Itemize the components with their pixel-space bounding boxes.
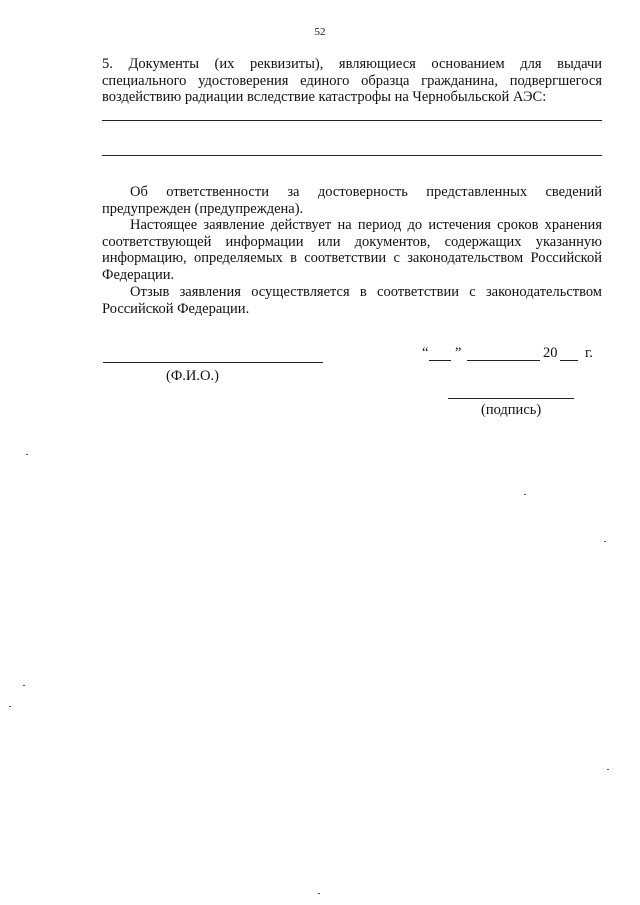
revocation-text: Отзыв заявления осуществляется в соответствии с законодательством Российской Федерации. <box>102 284 602 317</box>
fio-label: (Ф.И.О.) <box>166 368 219 384</box>
scan-speck <box>318 893 320 894</box>
page-number: 52 <box>314 26 326 38</box>
date-open-quote: “ <box>422 345 429 361</box>
scan-speck <box>26 454 28 455</box>
scan-speck <box>604 541 606 542</box>
date-year-line <box>560 360 578 361</box>
scan-speck <box>524 494 526 495</box>
fio-line <box>103 362 323 363</box>
validity-text: Настоящее заявление действует на период до истечения сроков хранения соответствующей информации или документов, содержащих указанную информацию, определяемых в соответствии с законодательством Российской Федерации. <box>102 217 602 283</box>
date-year-prefix: 20 <box>543 345 558 361</box>
fill-line-2 <box>102 155 602 156</box>
date-day-line <box>429 360 451 361</box>
fill-line-1 <box>102 120 602 121</box>
scan-speck <box>607 769 609 770</box>
responsibility-text: Об ответственности за достоверность представленных сведений предупрежден (предупреждена). <box>102 184 602 217</box>
date-close-quote: ” <box>455 345 462 361</box>
signature-label: (подпись) <box>481 402 542 418</box>
date-field <box>422 345 602 365</box>
section-5-text: 5. Документы (их реквизиты), являющиеся основанием для выдачи специального удостоверения единого образца гражданина, подвергшегося воздействию радиации вследствие катастрофы на Чернобыльской АЭС: <box>102 56 602 105</box>
date-year-suffix: г. <box>585 345 593 361</box>
scan-speck <box>9 706 11 707</box>
scan-speck <box>23 685 25 686</box>
signature-line <box>448 398 574 399</box>
date-month-line <box>467 360 540 361</box>
